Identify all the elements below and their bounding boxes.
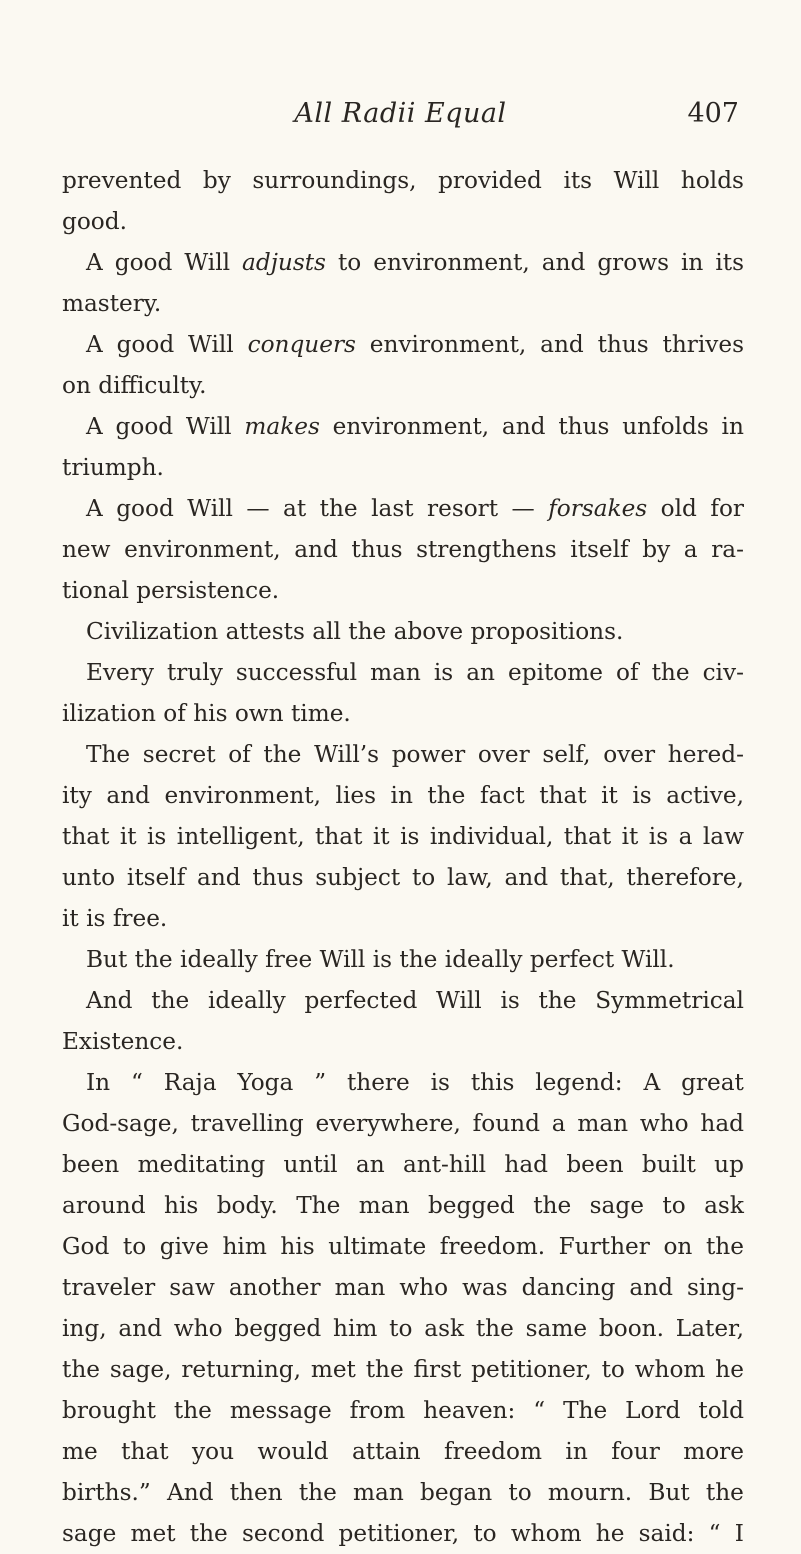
- text-line: prevented by surroundings, provided its Will holds: [62, 167, 744, 194]
- text-line: triumph.: [62, 454, 164, 481]
- text-line: A good Will conquers environment, and thus thrives: [86, 331, 744, 358]
- text-line: In “ Raja Yoga ” there is this legend: A great: [86, 1069, 744, 1096]
- text-line: the sage, returning, met the first petitioner, to whom he: [62, 1356, 744, 1383]
- text-line: A good Will makes environment, and thus unfolds in: [86, 413, 744, 440]
- text-line: that it is intelligent, that it is individual, that it is a law: [62, 823, 744, 850]
- running-head: [0, 98, 801, 138]
- text-line: God-sage, travelling everywhere, found a man who had: [62, 1110, 744, 1137]
- text-line: ity and environment, lies in the fact that it is active,: [62, 782, 744, 809]
- text-line: good.: [62, 208, 127, 235]
- text-line: ing, and who begged him to ask the same boon. Later,: [62, 1315, 744, 1342]
- text-line: tional persistence.: [62, 577, 280, 604]
- text-line: it is free.: [62, 905, 168, 932]
- text-line: Every truly successful man is an epitome of the civ-: [86, 659, 744, 686]
- text-line: But the ideally free Will is the ideally perfect Will.: [86, 946, 675, 973]
- text-line: God to give him his ultimate freedom. Further on the: [62, 1233, 744, 1260]
- text-line: me that you would attain freedom in four more: [62, 1438, 744, 1465]
- text-line: Existence.: [62, 1028, 184, 1055]
- text-line: around his body. The man begged the sage to ask: [62, 1192, 744, 1219]
- text-line: traveler saw another man who was dancing and sing-: [62, 1274, 744, 1301]
- text-line: been meditating until an ant-hill had been built up: [62, 1151, 744, 1178]
- page-number: 407: [687, 98, 739, 129]
- text-line: brought the message from heaven: “ The Lord told: [62, 1397, 744, 1424]
- body-text: [62, 160, 744, 1554]
- text-line: ilization of his own time.: [62, 700, 351, 727]
- text-line: births.” And then the man began to mourn. But the: [62, 1479, 744, 1506]
- text-line: mastery.: [62, 290, 162, 317]
- running-title: All Radii Equal: [294, 98, 507, 129]
- text-line: new environment, and thus strengthens itself by a ra-: [62, 536, 744, 563]
- text-line: The secret of the Will’s power over self, over hered-: [86, 741, 744, 768]
- text-line: And the ideally perfected Will is the Symmetrical: [86, 987, 744, 1014]
- text-line: unto itself and thus subject to law, and that, therefore,: [62, 864, 744, 891]
- text-line: on difficulty.: [62, 372, 207, 399]
- text-line: sage met the second petitioner, to whom he said: “ I: [62, 1520, 744, 1547]
- text-line: Civilization attests all the above propositions.: [86, 618, 624, 645]
- text-line: A good Will — at the last resort — forsakes old for: [86, 495, 744, 522]
- text-line: A good Will adjusts to environment, and grows in its: [86, 249, 744, 276]
